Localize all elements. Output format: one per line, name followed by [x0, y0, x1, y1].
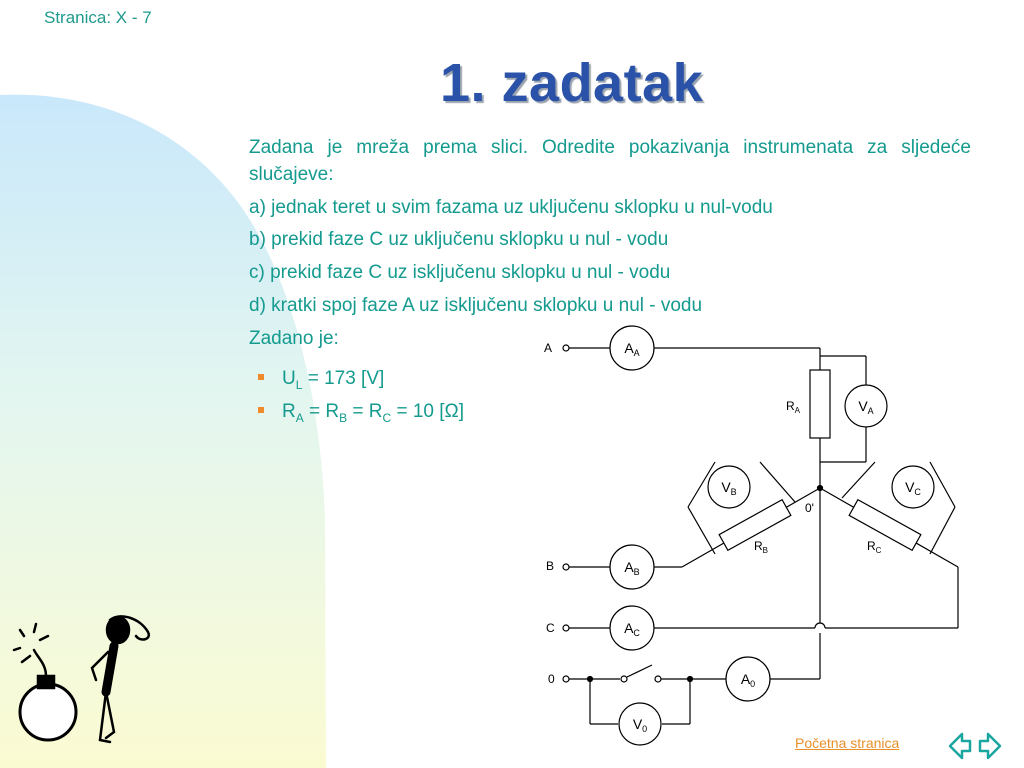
svg-text:A0: $A_0$ — [740, 671, 756, 689]
resistor-ra — [810, 370, 830, 438]
svg-text:VB: $V_B$ — [721, 479, 737, 497]
home-page-link[interactable]: Početna stranica — [795, 735, 900, 751]
voltmeter-c — [892, 466, 934, 508]
circuit-diagram — [530, 322, 970, 752]
given-resistances: $R_A = R_B = R_C = 10$ [Ω] — [258, 401, 464, 425]
svg-text:VA: $V_A$ — [858, 398, 874, 416]
given-voltage: $U_L = 173$ [V] — [258, 368, 384, 392]
terminal-c — [546, 621, 569, 635]
case-d: d) kratki spoj faze A uz isključenu sklopku u nul - vodu — [249, 295, 703, 316]
page-number: Stranica: X - 7 — [44, 8, 152, 27]
arrow-right-icon[interactable] — [980, 734, 1000, 758]
svg-text:AB: $A_B$ — [624, 559, 640, 577]
given-label: Zadano je: — [249, 328, 339, 349]
ammeter-c — [610, 606, 654, 650]
svg-text:A: A — [544, 341, 553, 355]
star-point-label: 0' — [805, 501, 814, 515]
resistor-rb-label: $R_B$ — [754, 539, 769, 555]
case-a: a) jednak teret u svim fazama uz uključenu sklopku u nul-vodu — [249, 197, 773, 218]
slide-title: 1. zadatak — [440, 53, 704, 113]
terminal-b — [546, 559, 569, 573]
resistor-ra-label: $R_A$ — [786, 399, 801, 415]
svg-text:C: C — [546, 621, 555, 635]
svg-text:B: B — [546, 559, 555, 573]
bomb-stick-figure-icon — [10, 612, 170, 752]
navigation-arrows — [948, 730, 1002, 767]
voltmeter-b — [708, 466, 750, 508]
voltmeter-0 — [619, 703, 661, 745]
case-c: c) prekid faze C uz isključenu sklopku u nul - vodu — [249, 262, 671, 283]
svg-text:0: 0 — [548, 672, 555, 686]
case-b: b) prekid faze C uz uključenu sklopku u nul - vodu — [249, 229, 669, 250]
bullet-icon — [258, 374, 264, 380]
terminal-a — [544, 341, 569, 355]
arrow-left-icon[interactable] — [950, 734, 970, 758]
terminal-0 — [548, 672, 569, 686]
svg-text:V0: $V_0$ — [632, 716, 648, 734]
bullet-icon — [258, 407, 264, 413]
svg-text:AA: $A_A$ — [624, 340, 640, 358]
neutral-switch — [627, 665, 652, 677]
ammeter-0 — [726, 657, 770, 701]
ammeter-b — [610, 545, 654, 589]
voltmeter-a — [845, 385, 887, 427]
svg-text:AC: $A_C$ — [624, 620, 640, 638]
resistor-rc-label: $R_C$ — [867, 539, 882, 555]
ammeter-a — [610, 326, 654, 370]
task-intro: Zadana je mreža prema slici. Odredite pokazivanja instrumenata za sljedeće slučajeve: — [249, 137, 971, 185]
svg-text:VC: $V_C$ — [905, 479, 921, 497]
